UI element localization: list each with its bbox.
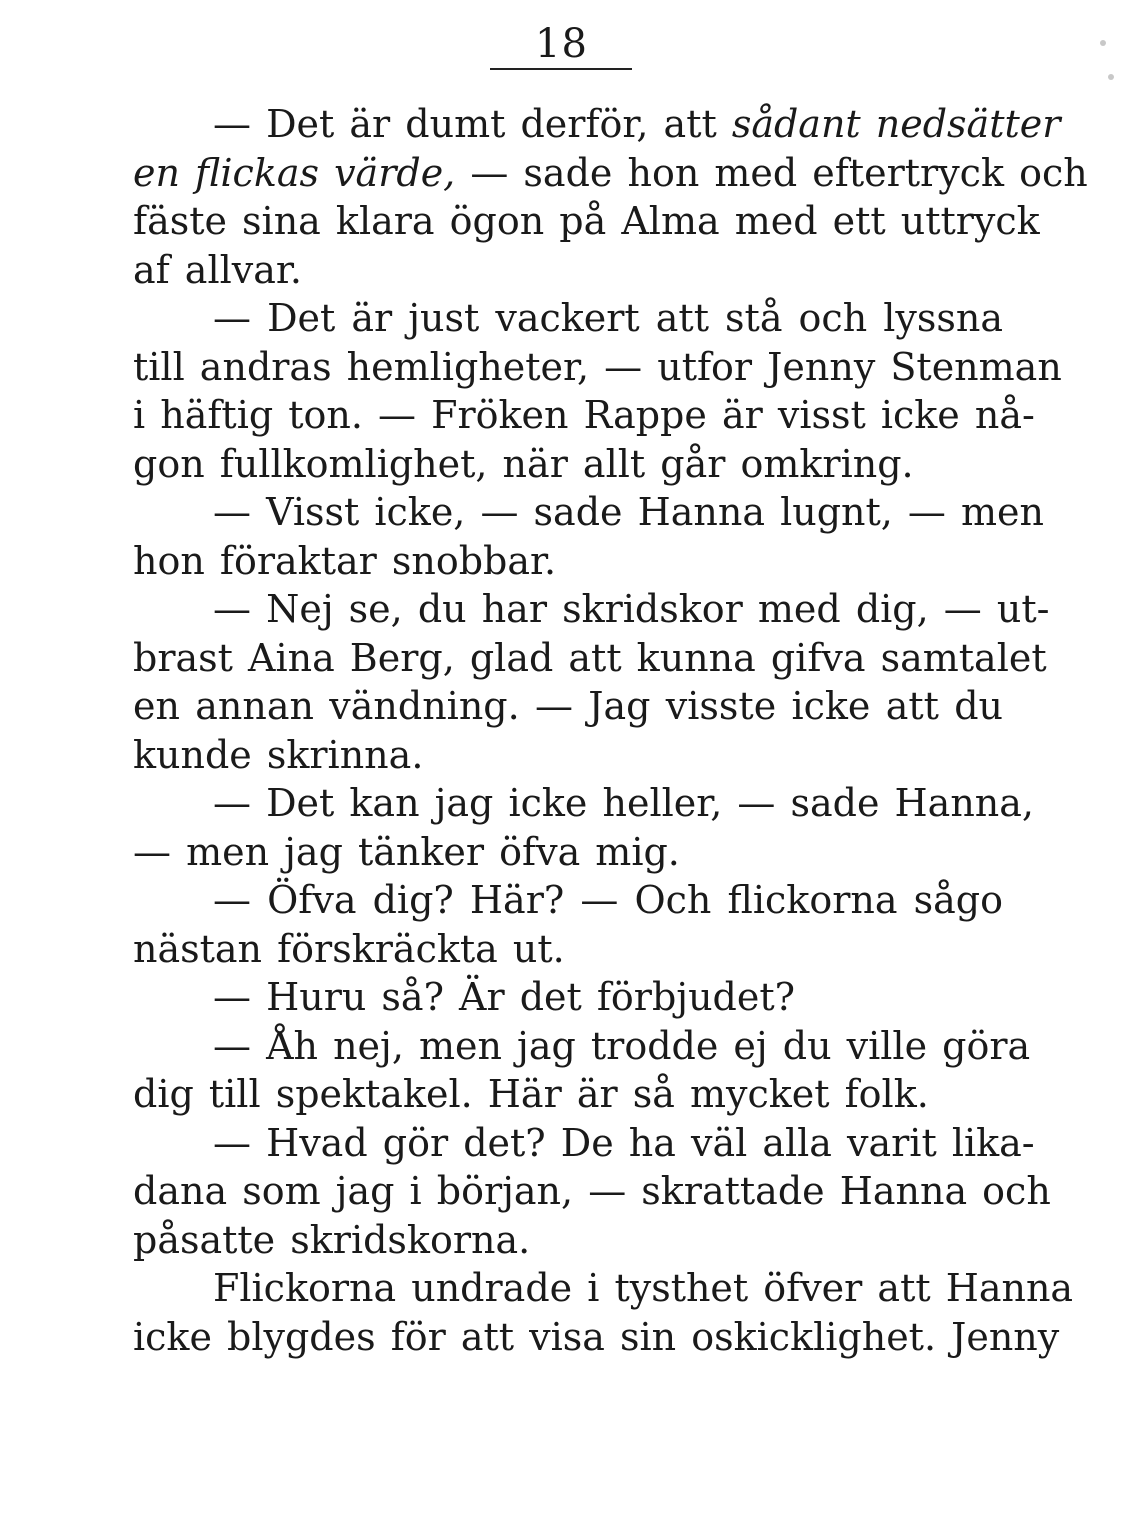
line-text-after: — sade hon med eftertryck och xyxy=(455,150,1088,195)
line-text: påsatte skridskorna. xyxy=(133,1217,531,1262)
text-line xyxy=(133,1264,1074,1313)
text-line xyxy=(133,1070,1003,1119)
line-text: — Öfva dig? Här? — Och flickorna sågo xyxy=(213,878,1003,922)
line-italic-text: sådant nedsätter xyxy=(731,102,1061,146)
line-text: en annan vändning. — Jag visste icke att du xyxy=(133,684,1003,728)
text-line xyxy=(133,197,1040,246)
text-line xyxy=(133,828,1003,877)
text-line xyxy=(133,1313,1060,1362)
line-text: icke blygdes för att visa sin oskicklighet. Jenny xyxy=(133,1314,1060,1359)
text-line xyxy=(133,391,1035,440)
text-line xyxy=(133,876,1003,925)
line-text: i häftig ton. — Fröken Rappe är visst icke nå- xyxy=(133,393,1035,437)
text-line xyxy=(133,440,1003,489)
text-line xyxy=(133,343,1062,392)
line-text: kunde skrinna. xyxy=(133,732,424,777)
line-text: — Åh nej, men jag trodde ej du ville göra xyxy=(213,1023,1031,1068)
text-line xyxy=(133,1119,1035,1168)
text-line xyxy=(133,973,1003,1022)
body-text xyxy=(133,100,1088,1361)
text-line xyxy=(133,537,1003,586)
text-line xyxy=(133,731,1003,780)
line-text: till andras hemligheter, — utfor Jenny Stenman xyxy=(133,344,1062,389)
line-text: af allvar. xyxy=(133,247,302,292)
line-text: — Det kan jag icke heller, — sade Hanna, xyxy=(213,781,1034,825)
text-line xyxy=(133,488,1044,537)
text-line xyxy=(133,779,1034,828)
line-text: hon föraktar snobbar. xyxy=(133,538,557,583)
text-line xyxy=(133,246,1003,295)
line-text: gon fullkomlighet, när allt går omkring. xyxy=(133,441,914,486)
line-text: — Det är just vackert att stå och lyssna xyxy=(213,296,1003,340)
text-line xyxy=(133,585,1050,634)
text-line xyxy=(133,1216,1003,1265)
line-text: — men jag tänker öfva mig. xyxy=(133,829,680,874)
line-text: Flickorna undrade i tysthet öfver att Hanna xyxy=(213,1266,1074,1310)
text-line xyxy=(133,925,1003,974)
paper-speck xyxy=(1100,40,1106,46)
line-text: brast Aina Berg, glad att kunna gifva samtalet xyxy=(133,635,1047,680)
text-line xyxy=(133,1022,1031,1071)
paper-speck xyxy=(1108,74,1114,80)
text-line xyxy=(133,634,1047,683)
line-text: — Visst icke, — sade Hanna lugnt, — men xyxy=(213,490,1044,534)
line-italic-text: en flickas värde, xyxy=(133,150,456,195)
line-text: — Huru så? Är det förbjudet? xyxy=(213,975,796,1019)
line-text: dig till spektakel. Här är så mycket folk. xyxy=(133,1072,929,1116)
line-text: nästan förskräckta ut. xyxy=(133,926,565,971)
text-line xyxy=(133,149,1088,198)
line-text: fäste sina klara ögon på Alma med ett uttryck xyxy=(133,199,1040,243)
page-number: 18 xyxy=(535,21,588,67)
line-text: — Nej se, du har skridskor med dig, — ut- xyxy=(213,587,1050,631)
text-line xyxy=(133,100,1061,149)
text-line xyxy=(133,682,1003,731)
line-text: — Det är dumt derför, att xyxy=(213,102,732,146)
text-line xyxy=(133,294,1003,343)
text-line xyxy=(133,1167,1051,1216)
page-number-rule xyxy=(490,68,632,70)
line-text: dana som jag i början, — skrattade Hanna och xyxy=(133,1169,1051,1213)
line-text: — Hvad gör det? De ha väl alla varit lika- xyxy=(213,1120,1035,1165)
